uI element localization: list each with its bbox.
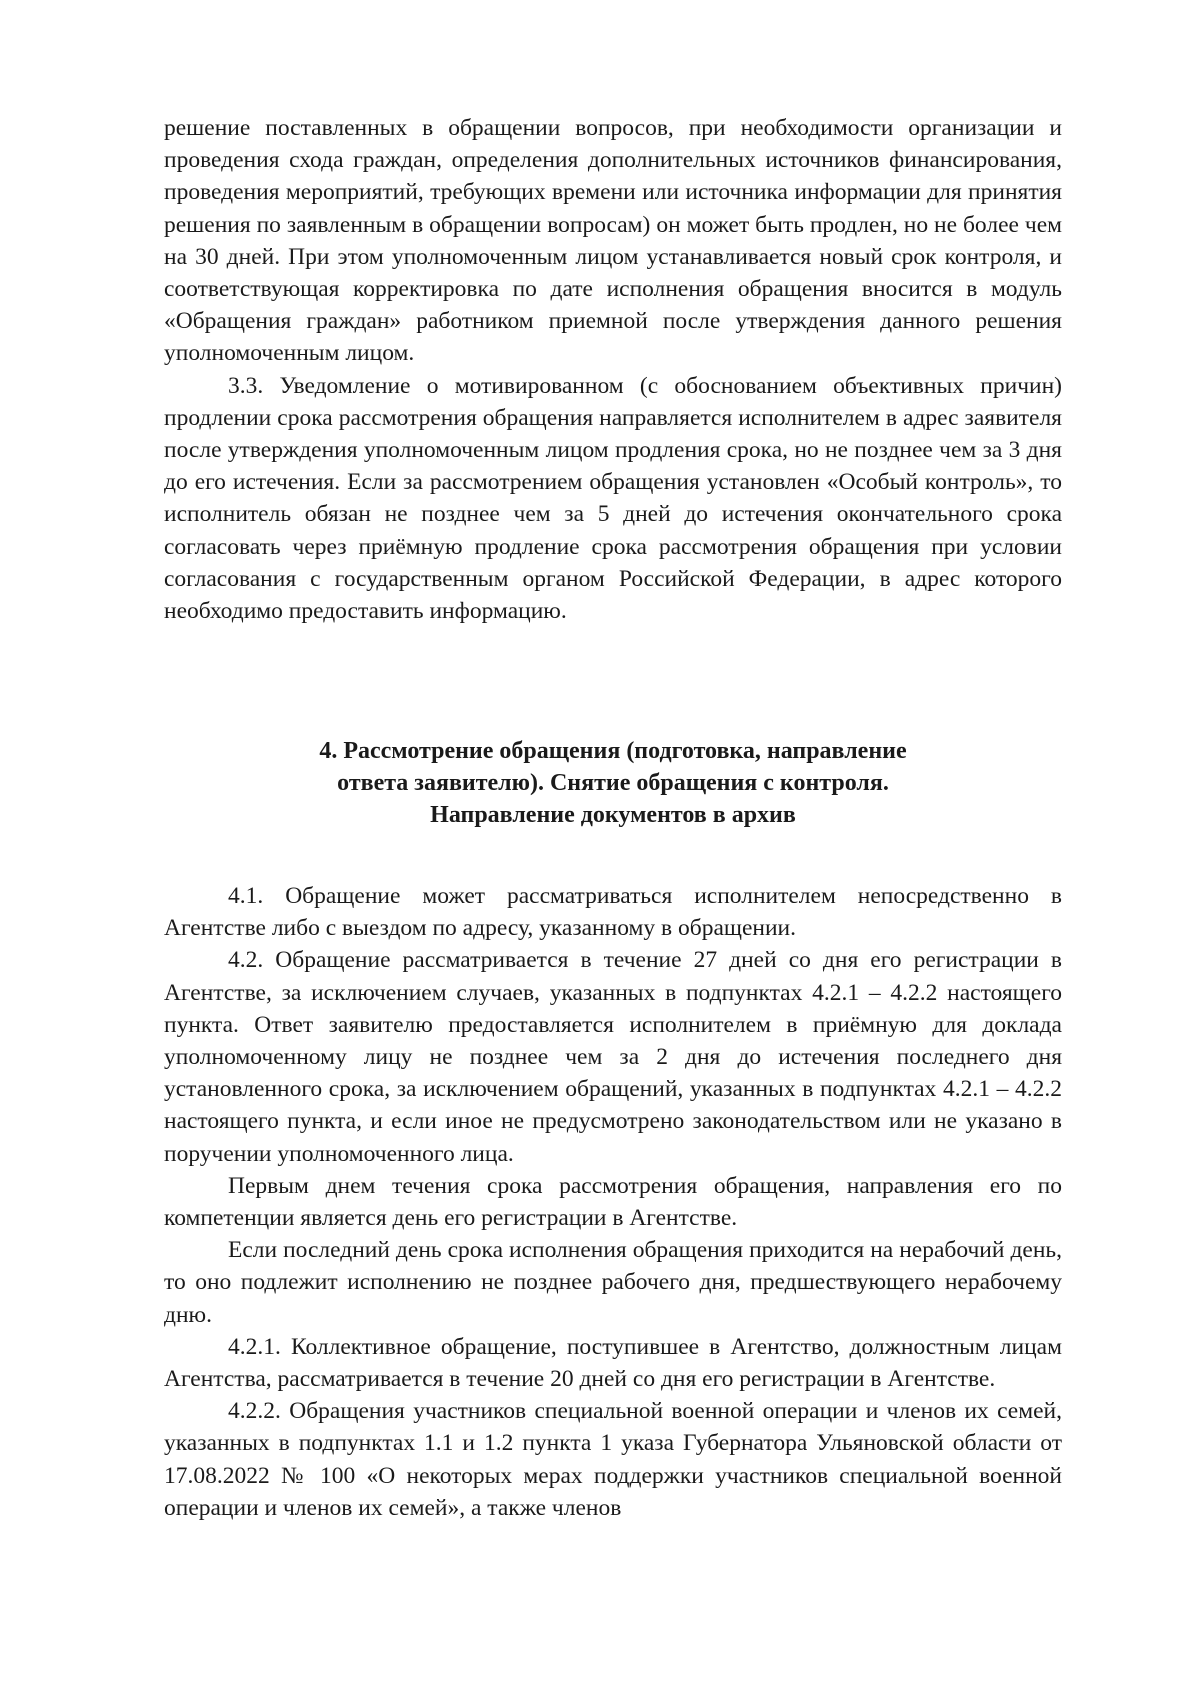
- heading-line-1: 4. Рассмотрение обращения (подготовка, направление: [319, 738, 907, 764]
- paragraph-3-3: 3.3. Уведомление о мотивированном (с обоснованием объективных причин) продлении срока рассмотрения обращения направляется исполнителем в адрес заявителя после утверждения уполномоченным лицом продления срока, но не позднее чем за 3 дня до его истечения. Если за рассмотрением обращения установлен «Особый контроль», то исполнитель обязан не позднее чем за 5 дней до истечения окончательного срока согласовать через приёмную продление срока рассмотрения обращения при условии согласования с государственным органом Российской Федерации, в адрес которого необходимо предоставить информацию.: [164, 372, 1062, 625]
- paragraph-non-working-day: Если последний день срока исполнения обращения приходится на нерабочий день, то оно подлежит исполнению не позднее рабочего дня, предшествующего нерабочему дню.: [164, 1237, 1062, 1328]
- paragraph-4-2-2: 4.2.2. Обращения участников специальной военной операции и членов их семей, указанных в подпунктах 1.1 и 1.2 пункта 1 указа Губернатора Ульяновской области от 17.08.2022 № 100 «О некоторых мерах поддержки участников специальной военной операции и членов их семей», а также членов: [164, 1398, 1062, 1521]
- paragraph-4-2-1: 4.2.1. Коллективное обращение, поступившее в Агентство, должностным лицам Агентства, рассматривается в течение 20 дней со дня его регистрации в Агентстве.: [164, 1333, 1062, 1393]
- section-4-heading: [164, 735, 1062, 831]
- paragraph-extension-continuation: решение поставленных в обращении вопросов, при необходимости организации и проведения схода граждан, определения дополнительных источников финансирования, проведения мероприятий, требующих времени или источника информации для принятия решения по заявленным в обращении вопросам) он может быть продлен, но не более чем на 30 дней. При этом уполномоченным лицом устанавливается новый срок контроля, и соответствующая корректировка по дате исполнения обращения вносится в модуль «Обращения граждан» работником приемной после утверждения данного решения уполномоченным лицом.: [164, 115, 1062, 367]
- paragraph-4-2: 4.2. Обращение рассматривается в течение 27 дней со дня его регистрации в Агентстве, за исключением случаев, указанных в подпунктах 4.2.1 – 4.2.2 настоящего пункта. Ответ заявителю предоставляется исполнителем в приёмную для доклада уполномоченному лицу не позднее чем за 2 дня до истечения последнего дня установленного срока, за исключением обращений, указанных в подпунктах 4.2.1 – 4.2.2 настоящего пункта, и если иное не предусмотрено законодательством или не указано в поручении уполномоченного лица.: [164, 947, 1062, 1167]
- paragraph-first-day: Первым днем течения срока рассмотрения обращения, направления его по компетенции является день его регистрации в Агентстве.: [164, 1172, 1062, 1232]
- paragraph-4-1: 4.1. Обращение может рассматриваться исполнителем непосредственно в Агентстве либо с выездом по адресу, указанному в обращении.: [164, 883, 1062, 942]
- heading-line-2: ответа заявителю). Снятие обращения с контроля.: [337, 770, 889, 796]
- section-3-continuation: [164, 112, 1062, 627]
- section-4-body: [164, 880, 1062, 1524]
- heading-line-3: Направление документов в архив: [430, 802, 796, 828]
